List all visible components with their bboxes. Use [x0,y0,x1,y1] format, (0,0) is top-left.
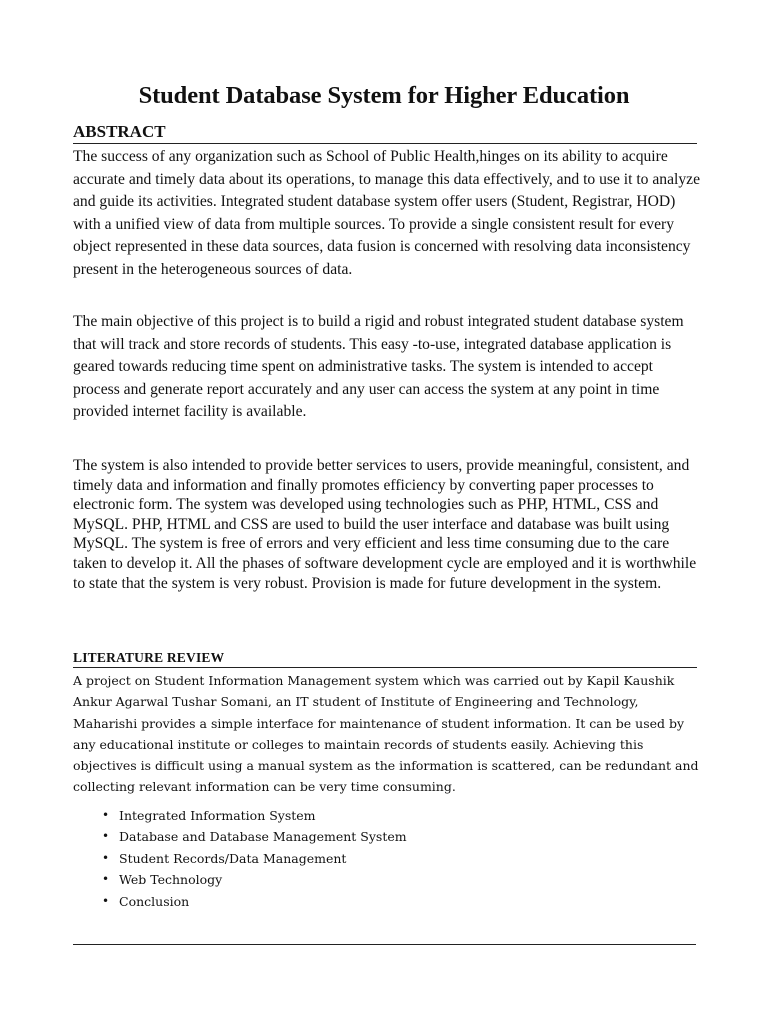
list-item [73,848,407,869]
list-item-label: Web Technology [119,872,223,888]
document-title: Student Database System for Higher Education [138,82,630,109]
list-item [73,805,407,826]
abstract-paragraph-3: The system is also intended to provide better services to users, provide meaningful, consistent, and timely data and information and finally promotes efficiency by converting paper processes to electronic form. The system was developed using technologies such as PHP, HTML, CSS and MySQL. PHP, HTML and CSS are used to build the user interface and database was built using MySQL. The system is free of errors and very efficient and less time consuming due to the care taken to develop it. All the phases of software development cycle are employed and it is worthwhile to state that the system is very robust. Provision is made for future development in the system. [73,457,697,592]
list-item-label: Student Records/Data Management [119,850,347,866]
topic-list [73,805,407,912]
footer-divider [73,944,696,945]
list-item [73,826,407,847]
list-item [73,869,407,890]
literature-review-heading: LITERATURE REVIEW [73,650,697,668]
bullet-icon: • [102,829,110,844]
bullet-icon: • [102,872,110,887]
abstract-paragraph-1: The success of any organization such as School of Public Health,hinges on its ability to acquire accurate and timely data about its operations, to manage this data effectively, and to use it to analyze and guide its activities. Integrated student database system offer users (Student, Registrar, HOD) with a unified view of data from multiple sources. To provide a single consistent result for every object represented in these data sources, data fusion is concerned with resolving data inconsistency present in the heterogeneous sources of data. [73,148,700,278]
list-item-label: Integrated Information System [119,808,316,823]
list-item [73,891,407,912]
bullet-icon: • [102,808,110,822]
bullet-icon: • [102,850,110,865]
list-item-label: Database and Database Management System [119,829,407,845]
abstract-heading: ABSTRACT [73,122,697,144]
bullet-icon: • [102,893,110,908]
literature-review-paragraph: A project on Student Information Management system which was carried out by Kapil Kaushik Ankur Agarwal Tushar Somani, an IT student of Institute of Engineering and Technology, Maharishi provides a simple interface for maintenance of student information. It can be used by any educational institute or colleges to maintain records of students easily. Achieving this objectives is difficult using a manual system as the information is scattered, can be redundant and collecting relevant information can be very time consuming. [73,673,699,795]
list-item-label: Conclusion [119,893,190,909]
abstract-paragraph-2: The main objective of this project is to build a rigid and robust integrated student database system that will track and store records of students. This easy -to-use, integrated database application is geared towards reducing time spent on administrative tasks. The system is intended to accept process and generate report accurately and any user can access the system at any point in time provided internet facility is available. [73,313,684,421]
